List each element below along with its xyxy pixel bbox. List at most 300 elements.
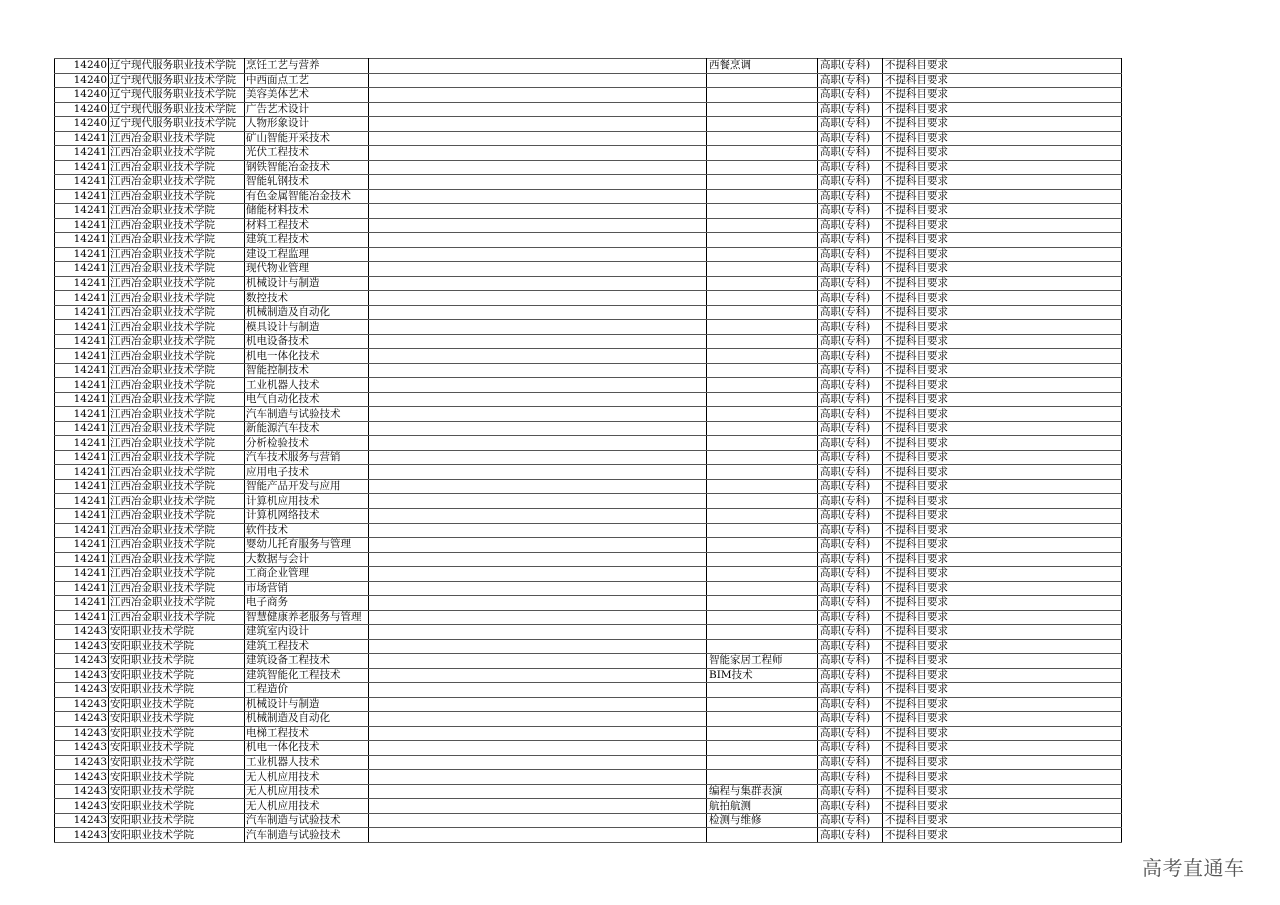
major-name-cell: 数控技术 <box>245 291 369 306</box>
school-code-cell: 14243 <box>55 668 109 683</box>
table-row <box>55 494 1122 509</box>
school-code-cell: 14241 <box>55 131 109 146</box>
empty-cell <box>369 828 707 843</box>
requirement-cell: 不提科目要求 <box>883 567 1122 582</box>
direction-cell <box>707 334 818 349</box>
level-cell: 高职(专科) <box>818 421 883 436</box>
school-code-cell: 14241 <box>55 320 109 335</box>
direction-cell <box>707 218 818 233</box>
school-code-cell: 14241 <box>55 204 109 219</box>
requirement-cell: 不提科目要求 <box>883 189 1122 204</box>
requirement-cell: 不提科目要求 <box>883 625 1122 640</box>
empty-cell <box>369 421 707 436</box>
level-cell: 高职(专科) <box>818 262 883 277</box>
empty-cell <box>369 363 707 378</box>
school-name-cell: 江西冶金职业技术学院 <box>109 276 245 291</box>
school-code-cell: 14241 <box>55 610 109 625</box>
requirement-cell: 不提科目要求 <box>883 538 1122 553</box>
major-name-cell: 计算机网络技术 <box>245 508 369 523</box>
level-cell: 高职(专科) <box>818 538 883 553</box>
major-name-cell: 软件技术 <box>245 523 369 538</box>
table-row <box>55 581 1122 596</box>
school-code-cell: 14241 <box>55 596 109 611</box>
school-name-cell: 安阳职业技术学院 <box>109 654 245 669</box>
empty-cell <box>369 683 707 698</box>
direction-cell <box>707 378 818 393</box>
empty-cell <box>369 436 707 451</box>
empty-cell <box>369 146 707 161</box>
school-code-cell: 14243 <box>55 625 109 640</box>
requirement-cell: 不提科目要求 <box>883 392 1122 407</box>
school-code-cell: 14241 <box>55 363 109 378</box>
major-name-cell: 中西面点工艺 <box>245 73 369 88</box>
empty-cell <box>369 625 707 640</box>
table-row <box>55 799 1122 814</box>
requirement-cell: 不提科目要求 <box>883 697 1122 712</box>
school-name-cell: 江西冶金职业技术学院 <box>109 334 245 349</box>
school-name-cell: 辽宁现代服务职业技术学院 <box>109 102 245 117</box>
school-name-cell: 安阳职业技术学院 <box>109 813 245 828</box>
table-row <box>55 697 1122 712</box>
table-row <box>55 828 1122 843</box>
table-row <box>55 552 1122 567</box>
level-cell: 高职(专科) <box>818 407 883 422</box>
requirement-cell: 不提科目要求 <box>883 407 1122 422</box>
table-row <box>55 508 1122 523</box>
school-name-cell: 江西冶金职业技术学院 <box>109 465 245 480</box>
empty-cell <box>369 610 707 625</box>
major-name-cell: 工业机器人技术 <box>245 755 369 770</box>
major-name-cell: 无人机应用技术 <box>245 799 369 814</box>
school-code-cell: 14241 <box>55 175 109 190</box>
level-cell: 高职(专科) <box>818 392 883 407</box>
direction-cell <box>707 102 818 117</box>
table-row <box>55 233 1122 248</box>
table-row <box>55 175 1122 190</box>
school-name-cell: 江西冶金职业技术学院 <box>109 247 245 262</box>
major-name-cell: 工程造价 <box>245 683 369 698</box>
requirement-cell: 不提科目要求 <box>883 581 1122 596</box>
empty-cell <box>369 334 707 349</box>
level-cell: 高职(专科) <box>818 73 883 88</box>
school-name-cell: 江西冶金职业技术学院 <box>109 581 245 596</box>
major-name-cell: 智能控制技术 <box>245 363 369 378</box>
admissions-table <box>54 58 1122 843</box>
direction-cell <box>707 828 818 843</box>
direction-cell <box>707 436 818 451</box>
school-name-cell: 江西冶金职业技术学院 <box>109 262 245 277</box>
direction-cell <box>707 117 818 132</box>
school-code-cell: 14240 <box>55 117 109 132</box>
empty-cell <box>369 131 707 146</box>
major-name-cell: 机械设计与制造 <box>245 697 369 712</box>
school-name-cell: 江西冶金职业技术学院 <box>109 233 245 248</box>
table-row <box>55 712 1122 727</box>
requirement-cell: 不提科目要求 <box>883 117 1122 132</box>
empty-cell <box>369 494 707 509</box>
requirement-cell: 不提科目要求 <box>883 450 1122 465</box>
major-name-cell: 钢铁智能冶金技术 <box>245 160 369 175</box>
table-row <box>55 305 1122 320</box>
level-cell: 高职(专科) <box>818 494 883 509</box>
empty-cell <box>369 654 707 669</box>
requirement-cell: 不提科目要求 <box>883 799 1122 814</box>
requirement-cell: 不提科目要求 <box>883 378 1122 393</box>
direction-cell <box>707 683 818 698</box>
school-code-cell: 14241 <box>55 538 109 553</box>
major-name-cell: 智能轧钢技术 <box>245 175 369 190</box>
direction-cell <box>707 552 818 567</box>
empty-cell <box>369 117 707 132</box>
empty-cell <box>369 479 707 494</box>
table-row <box>55 668 1122 683</box>
requirement-cell: 不提科目要求 <box>883 276 1122 291</box>
empty-cell <box>369 567 707 582</box>
school-name-cell: 江西冶金职业技术学院 <box>109 189 245 204</box>
school-code-cell: 14241 <box>55 494 109 509</box>
level-cell: 高职(专科) <box>818 813 883 828</box>
direction-cell <box>707 407 818 422</box>
level-cell: 高职(专科) <box>818 334 883 349</box>
empty-cell <box>369 799 707 814</box>
direction-cell <box>707 726 818 741</box>
empty-cell <box>369 450 707 465</box>
school-name-cell: 辽宁现代服务职业技术学院 <box>109 73 245 88</box>
major-name-cell: 矿山智能开采技术 <box>245 131 369 146</box>
table-row <box>55 610 1122 625</box>
table-row <box>55 117 1122 132</box>
table-row <box>55 334 1122 349</box>
table-row <box>55 523 1122 538</box>
level-cell: 高职(专科) <box>818 305 883 320</box>
empty-cell <box>369 276 707 291</box>
requirement-cell: 不提科目要求 <box>883 59 1122 74</box>
level-cell: 高职(专科) <box>818 726 883 741</box>
direction-cell <box>707 523 818 538</box>
major-name-cell: 建筑室内设计 <box>245 625 369 640</box>
table-row <box>55 59 1122 74</box>
level-cell: 高职(专科) <box>818 828 883 843</box>
empty-cell <box>369 668 707 683</box>
school-code-cell: 14241 <box>55 218 109 233</box>
school-name-cell: 江西冶金职业技术学院 <box>109 421 245 436</box>
school-code-cell: 14240 <box>55 88 109 103</box>
school-code-cell: 14241 <box>55 508 109 523</box>
major-name-cell: 计算机应用技术 <box>245 494 369 509</box>
direction-cell <box>707 160 818 175</box>
school-name-cell: 江西冶金职业技术学院 <box>109 508 245 523</box>
major-name-cell: 婴幼儿托育服务与管理 <box>245 538 369 553</box>
table-row <box>55 770 1122 785</box>
direction-cell <box>707 494 818 509</box>
direction-cell <box>707 770 818 785</box>
school-code-cell: 14241 <box>55 291 109 306</box>
level-cell: 高职(专科) <box>818 581 883 596</box>
level-cell: 高职(专科) <box>818 654 883 669</box>
level-cell: 高职(专科) <box>818 610 883 625</box>
level-cell: 高职(专科) <box>818 378 883 393</box>
major-name-cell: 工业机器人技术 <box>245 378 369 393</box>
table-row <box>55 421 1122 436</box>
requirement-cell: 不提科目要求 <box>883 639 1122 654</box>
school-name-cell: 江西冶金职业技术学院 <box>109 305 245 320</box>
school-name-cell: 安阳职业技术学院 <box>109 697 245 712</box>
empty-cell <box>369 407 707 422</box>
school-code-cell: 14241 <box>55 160 109 175</box>
direction-cell <box>707 233 818 248</box>
school-name-cell: 江西冶金职业技术学院 <box>109 552 245 567</box>
school-name-cell: 江西冶金职业技术学院 <box>109 160 245 175</box>
requirement-cell: 不提科目要求 <box>883 218 1122 233</box>
level-cell: 高职(专科) <box>818 189 883 204</box>
empty-cell <box>369 726 707 741</box>
requirement-cell: 不提科目要求 <box>883 175 1122 190</box>
level-cell: 高职(专科) <box>818 436 883 451</box>
empty-cell <box>369 770 707 785</box>
watermark-text: 高考直通车 <box>1142 856 1245 880</box>
table-row <box>55 683 1122 698</box>
major-name-cell: 电梯工程技术 <box>245 726 369 741</box>
requirement-cell: 不提科目要求 <box>883 291 1122 306</box>
empty-cell <box>369 262 707 277</box>
school-code-cell: 14241 <box>55 233 109 248</box>
direction-cell <box>707 479 818 494</box>
table-row <box>55 73 1122 88</box>
requirement-cell: 不提科目要求 <box>883 755 1122 770</box>
requirement-cell: 不提科目要求 <box>883 233 1122 248</box>
school-name-cell: 江西冶金职业技术学院 <box>109 523 245 538</box>
school-code-cell: 14241 <box>55 567 109 582</box>
empty-cell <box>369 596 707 611</box>
requirement-cell: 不提科目要求 <box>883 131 1122 146</box>
requirement-cell: 不提科目要求 <box>883 712 1122 727</box>
direction-cell <box>707 88 818 103</box>
major-name-cell: 大数据与会计 <box>245 552 369 567</box>
direction-cell <box>707 320 818 335</box>
school-name-cell: 江西冶金职业技术学院 <box>109 450 245 465</box>
level-cell: 高职(专科) <box>818 712 883 727</box>
school-code-cell: 14243 <box>55 697 109 712</box>
table-row <box>55 450 1122 465</box>
requirement-cell: 不提科目要求 <box>883 247 1122 262</box>
school-code-cell: 14241 <box>55 465 109 480</box>
major-name-cell: 机电一体化技术 <box>245 741 369 756</box>
direction-cell <box>707 247 818 262</box>
direction-cell <box>707 392 818 407</box>
school-name-cell: 江西冶金职业技术学院 <box>109 204 245 219</box>
school-code-cell: 14241 <box>55 392 109 407</box>
direction-cell: BIM技术 <box>707 668 818 683</box>
level-cell: 高职(专科) <box>818 741 883 756</box>
level-cell: 高职(专科) <box>818 363 883 378</box>
requirement-cell: 不提科目要求 <box>883 320 1122 335</box>
table-row <box>55 276 1122 291</box>
requirement-cell: 不提科目要求 <box>883 305 1122 320</box>
requirement-cell: 不提科目要求 <box>883 828 1122 843</box>
school-name-cell: 江西冶金职业技术学院 <box>109 175 245 190</box>
requirement-cell: 不提科目要求 <box>883 683 1122 698</box>
requirement-cell: 不提科目要求 <box>883 479 1122 494</box>
level-cell: 高职(专科) <box>818 102 883 117</box>
table-row <box>55 538 1122 553</box>
school-code-cell: 14241 <box>55 479 109 494</box>
level-cell: 高职(专科) <box>818 276 883 291</box>
table-row <box>55 741 1122 756</box>
school-code-cell: 14243 <box>55 755 109 770</box>
major-name-cell: 建设工程监理 <box>245 247 369 262</box>
requirement-cell: 不提科目要求 <box>883 73 1122 88</box>
school-name-cell: 安阳职业技术学院 <box>109 625 245 640</box>
table-row <box>55 102 1122 117</box>
direction-cell: 航拍航测 <box>707 799 818 814</box>
direction-cell <box>707 712 818 727</box>
requirement-cell: 不提科目要求 <box>883 102 1122 117</box>
school-name-cell: 江西冶金职业技术学院 <box>109 392 245 407</box>
major-name-cell: 机械设计与制造 <box>245 276 369 291</box>
major-name-cell: 建筑智能化工程技术 <box>245 668 369 683</box>
school-code-cell: 14243 <box>55 683 109 698</box>
school-code-cell: 14243 <box>55 828 109 843</box>
major-name-cell: 无人机应用技术 <box>245 784 369 799</box>
empty-cell <box>369 59 707 74</box>
requirement-cell: 不提科目要求 <box>883 552 1122 567</box>
direction-cell <box>707 131 818 146</box>
level-cell: 高职(专科) <box>818 59 883 74</box>
level-cell: 高职(专科) <box>818 465 883 480</box>
direction-cell <box>707 625 818 640</box>
level-cell: 高职(专科) <box>818 625 883 640</box>
school-code-cell: 14241 <box>55 262 109 277</box>
direction-cell <box>707 305 818 320</box>
school-name-cell: 江西冶金职业技术学院 <box>109 349 245 364</box>
table-row <box>55 378 1122 393</box>
major-name-cell: 汽车制造与试验技术 <box>245 813 369 828</box>
level-cell: 高职(专科) <box>818 697 883 712</box>
requirement-cell: 不提科目要求 <box>883 741 1122 756</box>
level-cell: 高职(专科) <box>818 291 883 306</box>
empty-cell <box>369 175 707 190</box>
school-code-cell: 14243 <box>55 799 109 814</box>
school-code-cell: 14241 <box>55 146 109 161</box>
level-cell: 高职(专科) <box>818 596 883 611</box>
direction-cell: 智能家居工程师 <box>707 654 818 669</box>
major-name-cell: 汽车制造与试验技术 <box>245 828 369 843</box>
requirement-cell: 不提科目要求 <box>883 508 1122 523</box>
major-name-cell: 建筑工程技术 <box>245 233 369 248</box>
major-name-cell: 电子商务 <box>245 596 369 611</box>
school-name-cell: 辽宁现代服务职业技术学院 <box>109 117 245 132</box>
direction-cell <box>707 697 818 712</box>
school-code-cell: 14243 <box>55 639 109 654</box>
level-cell: 高职(专科) <box>818 770 883 785</box>
school-name-cell: 江西冶金职业技术学院 <box>109 218 245 233</box>
direction-cell <box>707 349 818 364</box>
table-row <box>55 88 1122 103</box>
table-row <box>55 625 1122 640</box>
requirement-cell: 不提科目要求 <box>883 726 1122 741</box>
school-code-cell: 14241 <box>55 247 109 262</box>
direction-cell <box>707 189 818 204</box>
school-name-cell: 安阳职业技术学院 <box>109 784 245 799</box>
level-cell: 高职(专科) <box>818 204 883 219</box>
empty-cell <box>369 378 707 393</box>
direction-cell <box>707 741 818 756</box>
major-name-cell: 分析检验技术 <box>245 436 369 451</box>
table-row <box>55 654 1122 669</box>
school-name-cell: 安阳职业技术学院 <box>109 668 245 683</box>
requirement-cell: 不提科目要求 <box>883 88 1122 103</box>
empty-cell <box>369 697 707 712</box>
table-row <box>55 596 1122 611</box>
level-cell: 高职(专科) <box>818 88 883 103</box>
major-name-cell: 机械制造及自动化 <box>245 712 369 727</box>
school-code-cell: 14241 <box>55 276 109 291</box>
major-name-cell: 美容美体艺术 <box>245 88 369 103</box>
empty-cell <box>369 349 707 364</box>
requirement-cell: 不提科目要求 <box>883 363 1122 378</box>
table-row <box>55 146 1122 161</box>
major-name-cell: 智能产品开发与应用 <box>245 479 369 494</box>
empty-cell <box>369 73 707 88</box>
school-name-cell: 江西冶金职业技术学院 <box>109 378 245 393</box>
major-name-cell: 烹饪工艺与营养 <box>245 59 369 74</box>
level-cell: 高职(专科) <box>818 508 883 523</box>
major-name-cell: 电气自动化技术 <box>245 392 369 407</box>
major-name-cell: 应用电子技术 <box>245 465 369 480</box>
direction-cell <box>707 581 818 596</box>
school-code-cell: 14243 <box>55 813 109 828</box>
requirement-cell: 不提科目要求 <box>883 596 1122 611</box>
level-cell: 高职(专科) <box>818 479 883 494</box>
major-name-cell: 光伏工程技术 <box>245 146 369 161</box>
major-name-cell: 新能源汽车技术 <box>245 421 369 436</box>
empty-cell <box>369 755 707 770</box>
school-code-cell: 14241 <box>55 378 109 393</box>
empty-cell <box>369 741 707 756</box>
table-row <box>55 363 1122 378</box>
level-cell: 高职(专科) <box>818 247 883 262</box>
direction-cell <box>707 291 818 306</box>
empty-cell <box>369 102 707 117</box>
school-name-cell: 江西冶金职业技术学院 <box>109 567 245 582</box>
table-row <box>55 349 1122 364</box>
major-name-cell: 建筑设备工程技术 <box>245 654 369 669</box>
school-name-cell: 江西冶金职业技术学院 <box>109 436 245 451</box>
level-cell: 高职(专科) <box>818 320 883 335</box>
table-row <box>55 567 1122 582</box>
empty-cell <box>369 218 707 233</box>
major-name-cell: 广告艺术设计 <box>245 102 369 117</box>
school-name-cell: 安阳职业技术学院 <box>109 639 245 654</box>
level-cell: 高职(专科) <box>818 755 883 770</box>
school-code-cell: 14241 <box>55 523 109 538</box>
table-body <box>55 59 1122 843</box>
school-name-cell: 安阳职业技术学院 <box>109 799 245 814</box>
empty-cell <box>369 712 707 727</box>
direction-cell <box>707 175 818 190</box>
requirement-cell: 不提科目要求 <box>883 813 1122 828</box>
direction-cell <box>707 450 818 465</box>
major-name-cell: 储能材料技术 <box>245 204 369 219</box>
empty-cell <box>369 508 707 523</box>
level-cell: 高职(专科) <box>818 668 883 683</box>
school-name-cell: 江西冶金职业技术学院 <box>109 320 245 335</box>
major-name-cell: 材料工程技术 <box>245 218 369 233</box>
major-name-cell: 建筑工程技术 <box>245 639 369 654</box>
school-code-cell: 14240 <box>55 102 109 117</box>
empty-cell <box>369 204 707 219</box>
level-cell: 高职(专科) <box>818 450 883 465</box>
